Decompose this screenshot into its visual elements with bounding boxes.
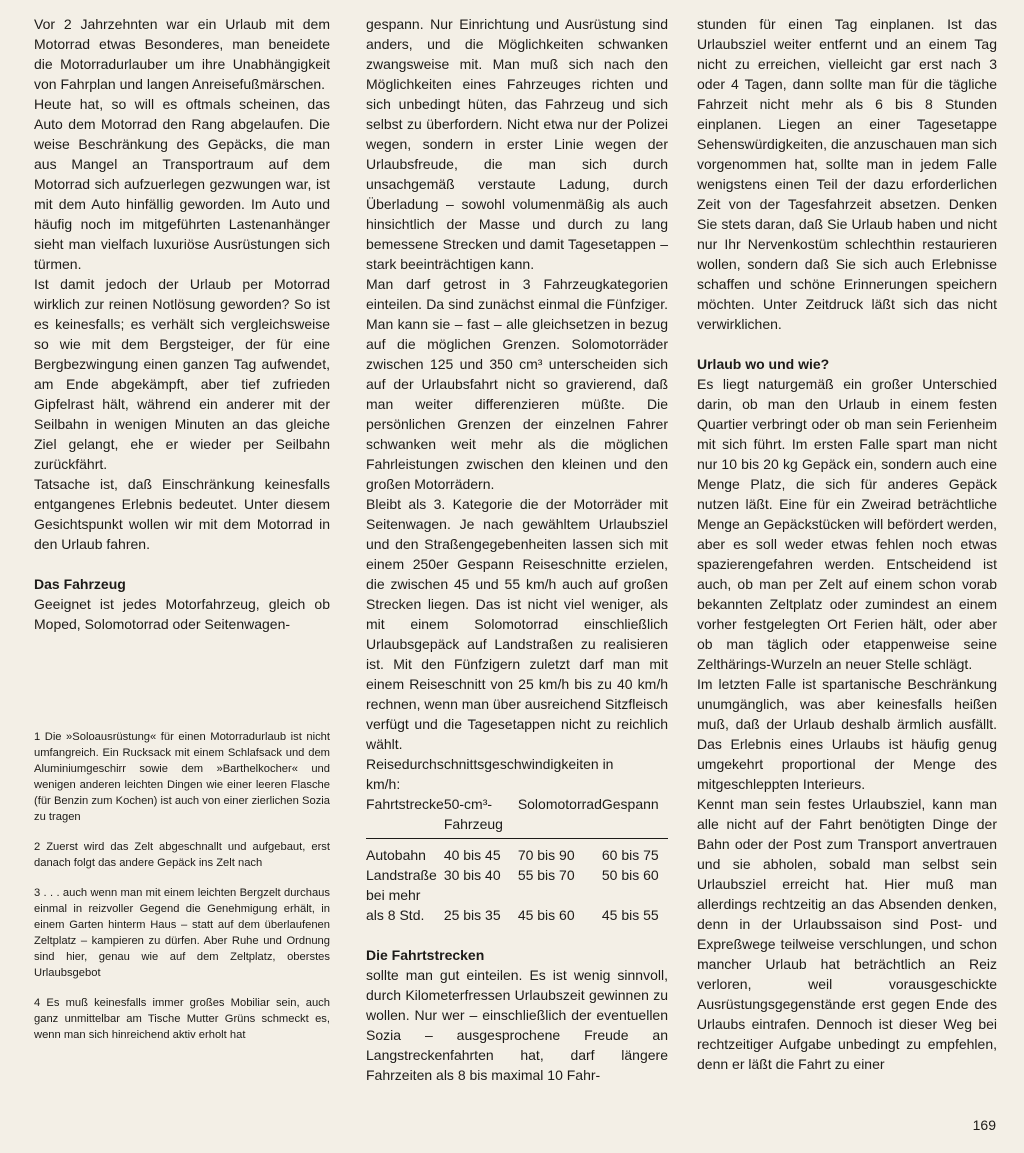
column-right <box>697 14 997 1074</box>
table-header: Solomotorrad <box>517 796 602 812</box>
table-cell: 25 bis 35 <box>443 907 501 923</box>
table-header: Fahrtstrecke <box>366 796 444 812</box>
table-cell: 45 bis 60 <box>517 907 575 923</box>
paragraph: stunden für einen Tag einplanen. Ist das Urlaubsziel weiter entfernt und an einem Tag nicht zu erreichen, vielleicht gar erst nach 3 oder 4 Tagen, dann sollte man für die tägliche Fahrzeit nicht mehr als 6 bis 8 Stunden einplanen. Liegen an einer Tagesetappe Sehenswürdigkeiten, die anzuschauen man sich vorgenommen hat, sollte man in jedem Falle wenigstens einen Teil der dazu erforderlichen Zeit von der Tagesfahrzeit absetzen. Denken Sie stets daran, daß Sie Urlaub haben und nicht nur Ihr Nervenkostüm schlechthin restaurieren wollen, sondern daß Sie sich auch Erlebnisse schaffen und schöne Erinnerungen speichern möchten. Unter Zeitdruck läßt sich das nicht verwirklichen. <box>697 16 997 332</box>
table-cell: 50 bis 60 <box>601 867 659 883</box>
paragraph: gespann. Nur Einrichtung und Ausrüstung sind anders, und die Möglichkeiten schwanken zwangsweise mit. Man muß sich nach den Möglichkeiten eines Fahrzeuges richten und sich unbedingt hüten, das Fahrzeug und sich selbst zu überfordern. Nicht etwa nur der Polizei wegen, sondern in erster Linie wegen der Urlaubsfreude, die man sich durch unsachgemäß verstaute Ladung, durch Überladung – sowohl volumenmäßig als auch hinsichtlich der Masse und durch zu lang bemessene Strecken und damit Tagesetappen – stark beeinträchtigen kann. <box>366 16 668 272</box>
table-cell: 70 bis 90 <box>518 839 602 866</box>
paragraph: Ist damit jedoch der Urlaub per Motorrad wirklich zur reinen Notlösung geworden? So ist es keinesfalls; es verhält sich vergleichsweise so wie mit dem Bergsteiger, der für eine Bergbezwingung einen ganzen Tag aufwendet, am Ende abgekämpft, aber tief zufrieden Gipfelrast hält, während ein anderer mit der Seilbahn in wenigen Minuten an das gleiche Ziel gelangt, ehe er wieder per Seilbahn zurückfährt. <box>34 276 330 472</box>
caption-1: 1 Die »Soloausrüstung« für einen Motorradurlaub ist nicht umfangreich. Ein Rucksack mit einem Schlafsack und dem Aluminiumgeschirr sowie dem »Barthelkocher« und wenigen anderen leichten Dingen wie einer leeren Flasche (für Benzin zum Kochen) ist auch von einer zierlichen Sozia zu tragen <box>34 731 330 823</box>
table-header-row <box>366 794 668 839</box>
paragraph: Heute hat, so will es oftmals scheinen, das Auto dem Motorrad den Rang abgelaufen. Die weise Beschränkung des Gepäcks, die man aus Mangel an Transportraum auf dem Motorrad sich aufzuerlegen gezwungen war, ist mit dem Auto hinfällig geworden. Im Auto und häufig noch im mitgeführten Lastenanhänger sieht man vielfach luxuriöse Ausrüstungen sich türmen. <box>34 96 330 272</box>
paragraph: Tatsache ist, daß Einschränkung keinesfalls entgangenes Erlebnis bedeutet. Unter diesem Gesichtspunkt wollen wir mit dem Motorrad in den Urlaub fahren. <box>34 476 330 552</box>
table-header: Gespann <box>601 796 659 812</box>
table-cell: Autobahn <box>366 839 444 866</box>
table-cell: 45 bis 55 <box>601 907 659 923</box>
page-number: 169 <box>972 1117 996 1133</box>
table-row <box>366 865 668 885</box>
speed-table <box>366 794 668 925</box>
caption-3: 3 . . . auch wenn man mit einem leichten Bergzelt durchaus einmal in reizvoller Gegend die Genehmigung erhält, in einem Garten hinterm Haus – statt auf dem überlaufenen Zeltplatz – kampieren zu dürfen. Aber Ruhe und Ordnung sind hier, genau wie auf dem Zeltplatz, oberstes Urlaubsgebot <box>34 887 330 979</box>
caption-2: 2 Zuerst wird das Zelt abgeschnallt und aufgebaut, erst danach folgt das andere Gepäck ins Zelt nach <box>34 841 330 869</box>
section-heading-die-fahrtstrecken: Die Fahrtstrecken <box>366 947 485 963</box>
table-row <box>366 839 668 866</box>
table-row <box>366 885 668 925</box>
table-header: 50-cm³-Fahrzeug <box>443 796 503 832</box>
section-heading-urlaub-wo-und-wie: Urlaub wo und wie? <box>697 356 830 372</box>
column-left <box>34 14 330 634</box>
paragraph: Es liegt naturgemäß ein großer Unterschied darin, ob man den Urlaub in einem festen Quartier verbringt oder ob man sein Ferienheim mit sich führt. Im ersten Falle spart man nicht nur 10 bis 20 kg Gepäck ein, sondern auch eine Menge Platz, die sich für anderes Gepäck nutzen läßt. Eine für ein Zweirad beträchtliche Menge an Gepäckstücken will befördert werden, aber es soll weder etwas fehlen noch etwas spazierengefahren werden. Entscheidend ist auch, ob man per Zelt auf einem schon vorab bekannten Zeltplatz oder zumindest an einem vorher festgelegten Ort Ferien hält, oder aber ob man täglich oder etappenweise seine Zelthärings-Wurzeln an neuer Stelle schlägt. <box>697 376 997 672</box>
paragraph: Geeignet ist jedes Motorfahrzeug, gleich ob Moped, Solomotorrad oder Seitenwagen- <box>34 596 330 632</box>
caption-4: 4 Es muß keinesfalls immer großes Mobiliar sein, auch ganz unmittelbar am Tische Mutter Grüns schmeckt es, wenn man sich hinreichend aktiv erholt hat <box>34 997 330 1041</box>
paragraph: Vor 2 Jahrzehnten war ein Urlaub mit dem Motorrad etwas Besonderes, man beneidete die Motorradurlauber um ihre Unabhängigkeit von Fahrplan und langen Anreisefußmärschen. <box>34 16 330 92</box>
paragraph: Man darf getrost in 3 Fahrzeugkategorien einteilen. Da sind zunächst einmal die Fünfziger. Man kann sie – fast – alle gleichsetzen in bezug auf die möglichen Grenzen. Solomotorräder zwischen 125 und 350 cm³ unterscheiden sich auf der Urlaubsfahrt nicht so gravierend, daß man weiter differenzieren müßte. Die persönlichen Grenzen der einzelnen Fahrer schwanken weit mehr als die möglichen Fahrleistungen zwischen den kleinen und den großen Motorrädern. <box>366 276 668 492</box>
paragraph: Kennt man sein festes Urlaubsziel, kann man alle nicht auf der Fahrt benötigten Dinge der Bahn oder der Post zum Transport anvertrauen und sie abholen, sobald man selbst sein Urlaubsziel erreicht hat. Hier muß man allerdings rechtzeitig an das Absenden denken, denn in der Urlaubssaison sind Post- und Expreßwege teilweise verschlungen, und schon mancher Urlaub hat beträchtlich an Reiz verloren, weil vorausgeschickte Ausrüstungsgegenstände erst gegen Ende des Urlaubs eintrafen. Dennoch ist dieser Weg bei rechtzeitiger Aufgabe unbedingt zu empfehlen, denn er läßt die Fahrt zu einer <box>697 796 997 1072</box>
section-heading-das-fahrzeug: Das Fahrzeug <box>34 576 126 592</box>
table-cell: 40 bis 45 <box>444 839 518 866</box>
table-cell: bei mehr als 8 Std. <box>366 887 425 923</box>
table-cell: Landstraße <box>366 867 437 883</box>
column-middle <box>366 14 668 1085</box>
table-cell: 30 bis 40 <box>443 867 501 883</box>
table-cell: 60 bis 75 <box>602 839 668 866</box>
paragraph: Im letzten Falle ist spartanische Beschränkung unumgänglich, was aber keinesfalls heißen muß, daß der Urlaub deshalb ärmlich ausfällt. Das Erlebnis eines Urlaubs ist häufig genug umgekehrt proportional der Menge des mitgeschleppten Interieurs. <box>697 676 997 792</box>
figure-captions <box>34 729 330 1043</box>
table-cell: 55 bis 70 <box>517 867 575 883</box>
paragraph: Bleibt als 3. Kategorie die der Motorräder mit Seitenwagen. Je nach gewähltem Urlaubsziel und den Straßengegebenheiten lassen sich mit einem 250er Gespann Reiseschnitte erzielen, die zwischen 45 und 55 km/h auch auf großen Strecken liegen. Das ist nicht viel weniger, als mit einem Solomotorrad einschließlich Urlaubsgepäck auf Landstraßen zu realisieren ist. Mit den Fünfzigern zuletzt darf man mit einem Reiseschnitt von 25 km/h bis zu 40 km/h rechnen, wenn man über ausreichend Sitzfleisch verfügt und die Tagesetappen nicht zu reichlich wählt. <box>366 496 668 752</box>
paragraph: sollte man gut einteilen. Es ist wenig sinnvoll, durch Kilometerfressen Urlaubszeit gewinnen zu wollen. Nur wer – einschließlich der eventuellen Sozia – ausgesprochene Freude an Langstreckenfahrten hat, darf längere Fahrzeiten als 8 bis maximal 10 Fahr- <box>366 967 668 1083</box>
table-title: Reisedurchschnittsgeschwindigkeiten in km/h: <box>366 756 614 792</box>
